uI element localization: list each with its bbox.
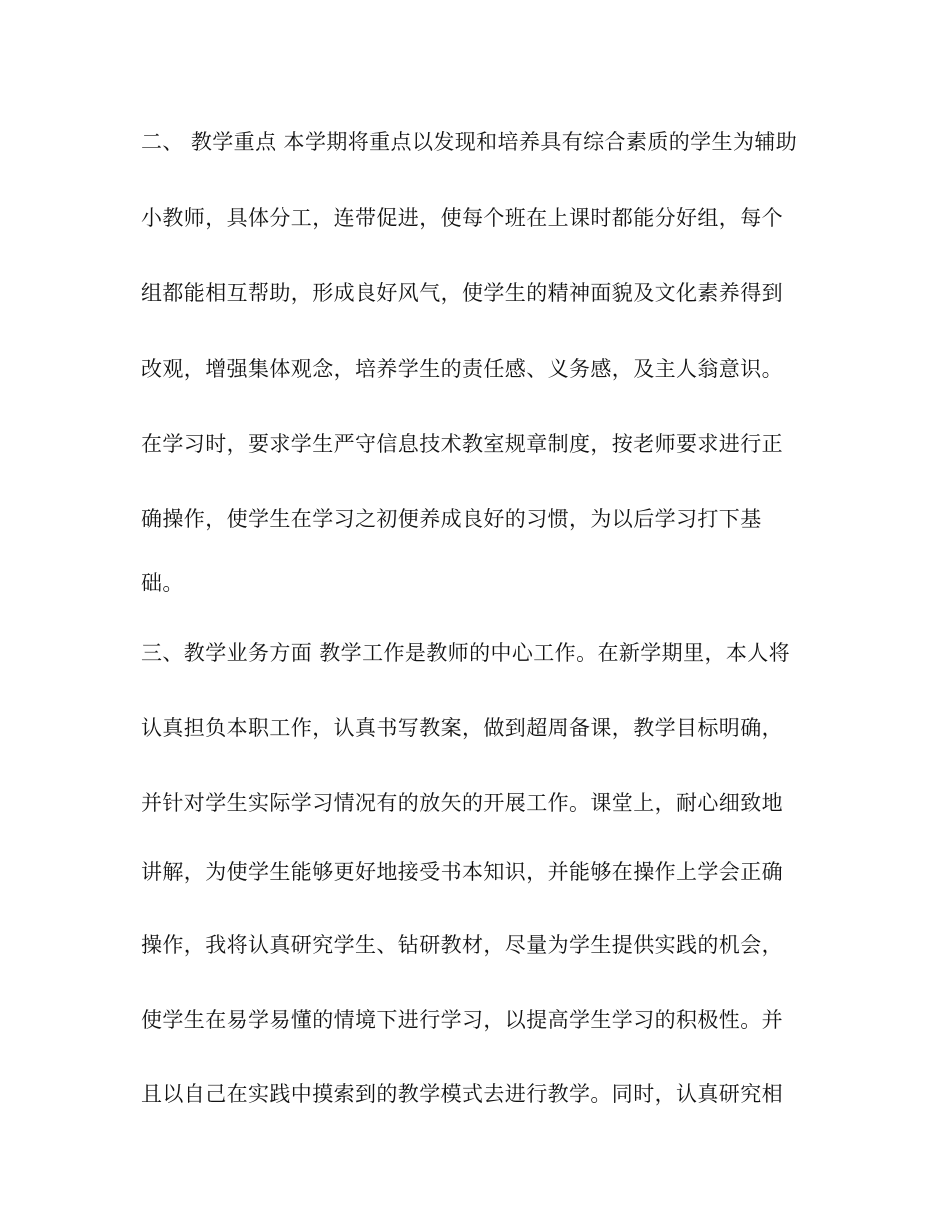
text-line: 二、 教学重点 本学期将重点以发现和培养具有综合素质的学生为辅助 — [141, 130, 798, 154]
text-line: 组都能相互帮助，形成良好风气，使学生的精神面貌及文化素养得到 — [141, 281, 783, 305]
text-line: 三、教学业务方面 教学工作是教师的中心工作。在新学期里，本人将 — [141, 641, 791, 665]
text-line: 讲解，为使学生能够更好地接受书本知识，并能够在操作上学会正确 — [141, 860, 783, 884]
text-line: 且以自己在实践中摸索到的教学模式去进行教学。同时，认真研究相 — [141, 1082, 783, 1106]
text-line: 操作，我将认真研究学生、钻研教材，尽量为学生提供实践的机会， — [141, 933, 783, 957]
text-line: 使学生在易学易懂的情境下进行学习，以提高学生学习的积极性。并 — [141, 1008, 783, 1032]
text-line: 改观，增强集体观念，培养学生的责任感、义务感，及主人翁意识。 — [141, 357, 783, 381]
text-line: 在学习时，要求学生严守信息技术教室规章制度，按老师要求进行正 — [141, 432, 783, 456]
text-line: 确操作，使学生在学习之初便养成良好的习惯，为以后学习打下基 — [141, 507, 762, 531]
text-line: 小教师，具体分工，连带促进，使每个班在上课时都能分好组，每个 — [141, 206, 783, 230]
text-line: 并针对学生实际学习情况有的放矢的开展工作。课堂上，耐心细致地 — [141, 791, 783, 815]
text-line: 础。 — [141, 571, 184, 595]
text-line: 认真担负本职工作，认真书写教案，做到超周备课，教学目标明确， — [141, 716, 783, 740]
